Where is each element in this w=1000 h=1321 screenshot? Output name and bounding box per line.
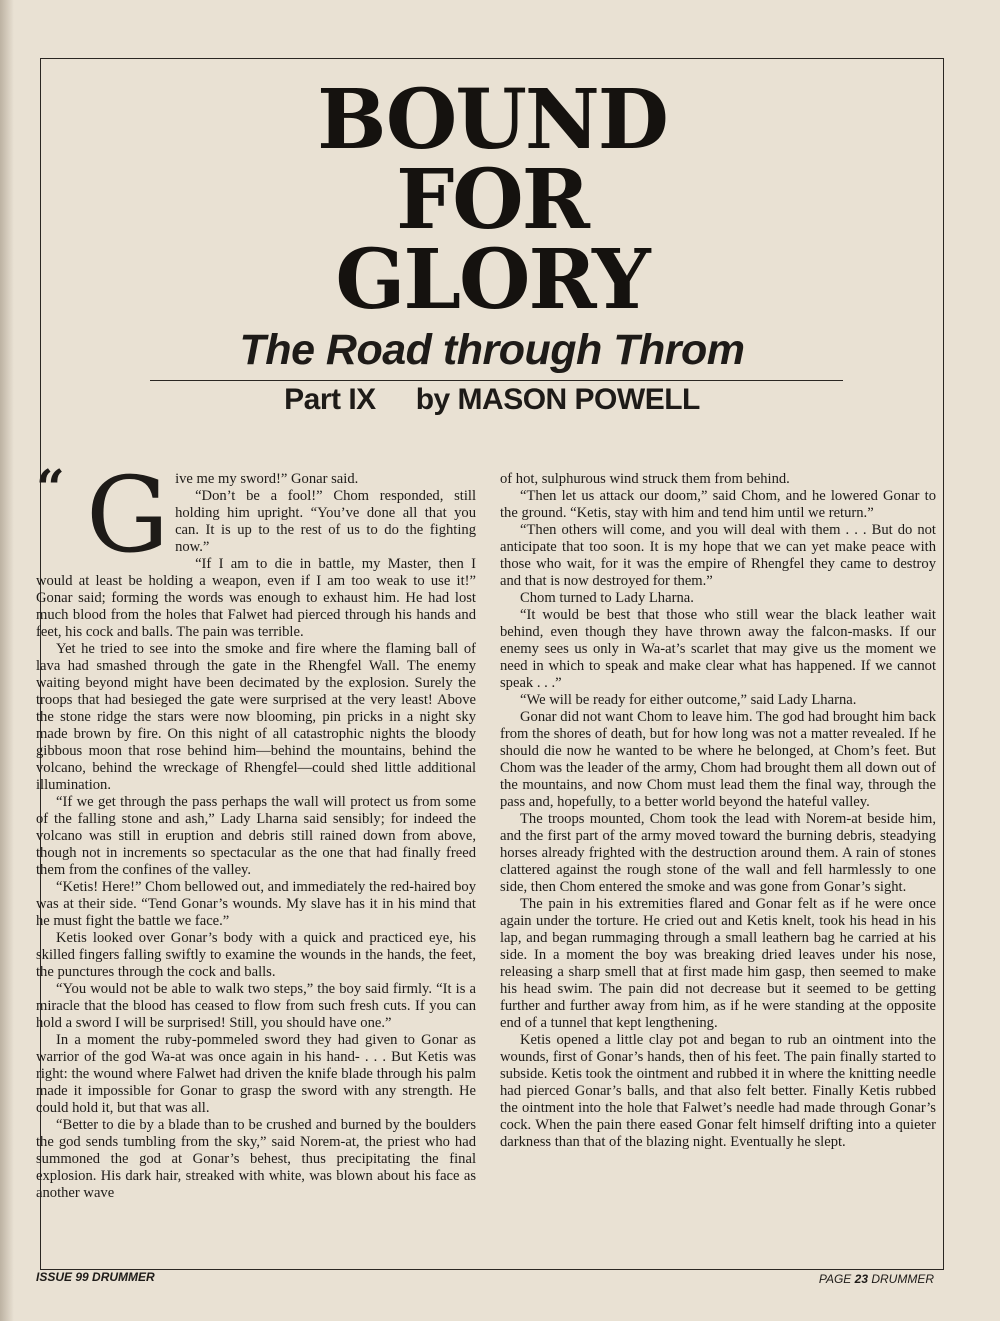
page-edge — [0, 0, 14, 1321]
paragraph: Ketis opened a little clay pot and began to rub an ointment into the wounds, first of Gonar’s hands, then of his feet. The pain finally started to subside. Ketis took the ointment and rubbed it in where the knitting needle had pierced Gonar’s balls, and that also felt better. Finally Ketis rubbed the ointment into the hole that Falwet’s needle had made through Gonar’s cock. When the pain there eased Gonar felt himself drifting into a quieter darkness than that of the blazing night. Eventually he slept. — [500, 1032, 936, 1150]
footer-page-suffix: DRUMMER — [868, 1272, 934, 1286]
footer-page-number: 23 — [854, 1272, 868, 1286]
paragraph: “Don’t be a fool!” Chom responded, still holding him upright. “You’ve done all that you can. It is up to the rest of us to do the fighting now.” — [175, 488, 476, 555]
paragraph: “Then let us attack our doom,” said Chom, and he lowered Gonar to the ground. “Ketis, stay with him and tend him until we return.” — [500, 488, 936, 521]
paragraph: “If I am to die in battle, my Master, then I would at least be holding a weapon, even if I am too weak to use it!” Gonar said; forming the words was enough to exhaust him. He had lost much blood from the holes that Falwet had pierced through his hands and feet, his cock and balls. The pain was terrible. — [36, 556, 476, 640]
paragraph: “If we get through the pass perhaps the wall will protect us from some of the falling stone and ash,” Lady Lharna said sensibly; for indeed the volcano was still in eruption and debris still rained down from above, though not in increments so spectacular as the one that had finally freed them from the confines of the valley. — [36, 794, 476, 878]
paragraph: The troops mounted, Chom took the lead with Norem-at beside him, and the first part of the army moved toward the burning debris, steadying horses already frighted with the destruction around them. A rain of stones clattered against the rough stone of the wall and fell harmlessly to one side, then Chom entered the smoke and was gone from Gonar’s sight. — [500, 811, 936, 895]
title-line-2: FOR — [396, 152, 588, 248]
paragraph: Yet he tried to see into the smoke and fire where the flaming ball of lava had smashed through the gate in the Rhengfel Wall. The enemy waiting beyond might have been decimated by the explosion. Surely the troops that had besieged the gate were surprised at the very least! Above the stone ridge the stars were now blooming, pin pricks in a night sky made brown by fire. On this night of all catastrophic nights the bloody gibbous moon that rose behind him—behind the mountains, behind the volcano, behind the wreckage of Rhengfel—could shed little additional illumination. — [36, 641, 476, 793]
title-line-3: GLORY — [335, 232, 649, 328]
paragraph: Chom turned to Lady Lharna. — [520, 590, 694, 606]
paragraph: Ketis looked over Gonar’s body with a quick and practiced eye, his skilled fingers falling swiftly to examine the wounds in the hands, the feet, the punctures through the cock and balls. — [36, 930, 476, 980]
footer-issue: ISSUE 99 DRUMMER — [36, 1270, 155, 1284]
drop-cap: G — [86, 454, 170, 576]
author-byline: by MASON POWELL — [415, 383, 700, 416]
paragraph: “Ketis! Here!” Chom bellowed out, and immediately the red-haired boy was at their side. “Tend Gonar’s wounds. My slave has it in his mind that he must fight the battle we face.” — [36, 879, 476, 929]
opening-quote-mark: “ — [36, 458, 65, 517]
paragraph: Gonar did not want Chom to leave him. The god had brought him back from the shores of death, but for how long was not a matter revealed. If he should die now he wanted to be where he belonged, at Chom’s feet. But Chom was the leader of the army, Chom had brought them all down out of the mountains, and now Chom must lead them the final way, through the pass and, hopefully, to a better world beyond the hateful valley. — [500, 709, 936, 810]
title-block — [40, 72, 944, 376]
article-column-left — [36, 454, 476, 1202]
footer-page — [700, 1272, 934, 1286]
paragraph: The pain in his extremities flared and Gonar felt as if he were once again under the torture. He cried out and Ketis knelt, took his head in his lap, and began rummaging through a small leathern bag he carried at his side. In a moment the boy was breaking dried leaves under his nose, releasing a sharp smell that at first made him gasp, then seemed to make his head swim. The pain did not decrease but it seemed to be getting further and further away from him, as if he were standing at the opposite end of a tunnel that kept lengthening. — [500, 896, 936, 1031]
article-column-right — [500, 471, 936, 1151]
footer-page-prefix: PAGE — [818, 1272, 855, 1286]
opening-paragraph — [36, 454, 476, 576]
paragraph: In a moment the ruby-pommeled sword they had given to Gonar as warrior of the god Wa-at was once again in his hand- . . . But Ketis was right: the wound where Falwet had driven the knife blade through his palm made it impossible for Gonar to grasp the sword with any strength. He could hold it, but that was all. — [36, 1032, 476, 1116]
paragraph: “We will be ready for either outcome,” said Lady Lharna. — [520, 692, 857, 708]
subtitle: The Road through Throm — [239, 326, 745, 374]
byline — [40, 380, 944, 420]
paragraph: “Then others will come, and you will deal with them . . . But do not anticipate that too soon. It is my hope that we can yet make peace with those who wait, for it was the empire of Rhengfel they came to destroy and that is now destroyed for them.” — [500, 522, 936, 589]
paragraph: of hot, sulphurous wind struck them from behind. — [500, 471, 790, 487]
paragraph: “Better to die by a blade than to be crushed and burned by the boulders the god sends tumbling from the sky,” said Norem-at, the priest who had summoned the god at Gonar’s behest, thus precipitating the final explosion. His dark hair, streaked with white, was blown about his face as another wave — [36, 1117, 476, 1201]
paragraph: ive me my sword!” Gonar said. — [175, 471, 359, 487]
title-line-1: BOUND — [317, 72, 667, 168]
paragraph: “You would not be able to walk two steps,” the boy said firmly. “It is a miracle that the blood has ceased to flow from such fresh cuts. If you can hold a sword I will be surprised! Still, you should have one.” — [36, 981, 476, 1031]
part-number: Part IX — [284, 383, 376, 416]
paragraph: “It would be best that those who still wear the black leather wait behind, even though they have thrown away the falcon-masks. If our enemy sees us only in Wa-at’s scarlet that may give us the moment we need in which to speak and make clear what has happened. If we cannot speak . . .” — [500, 607, 936, 691]
